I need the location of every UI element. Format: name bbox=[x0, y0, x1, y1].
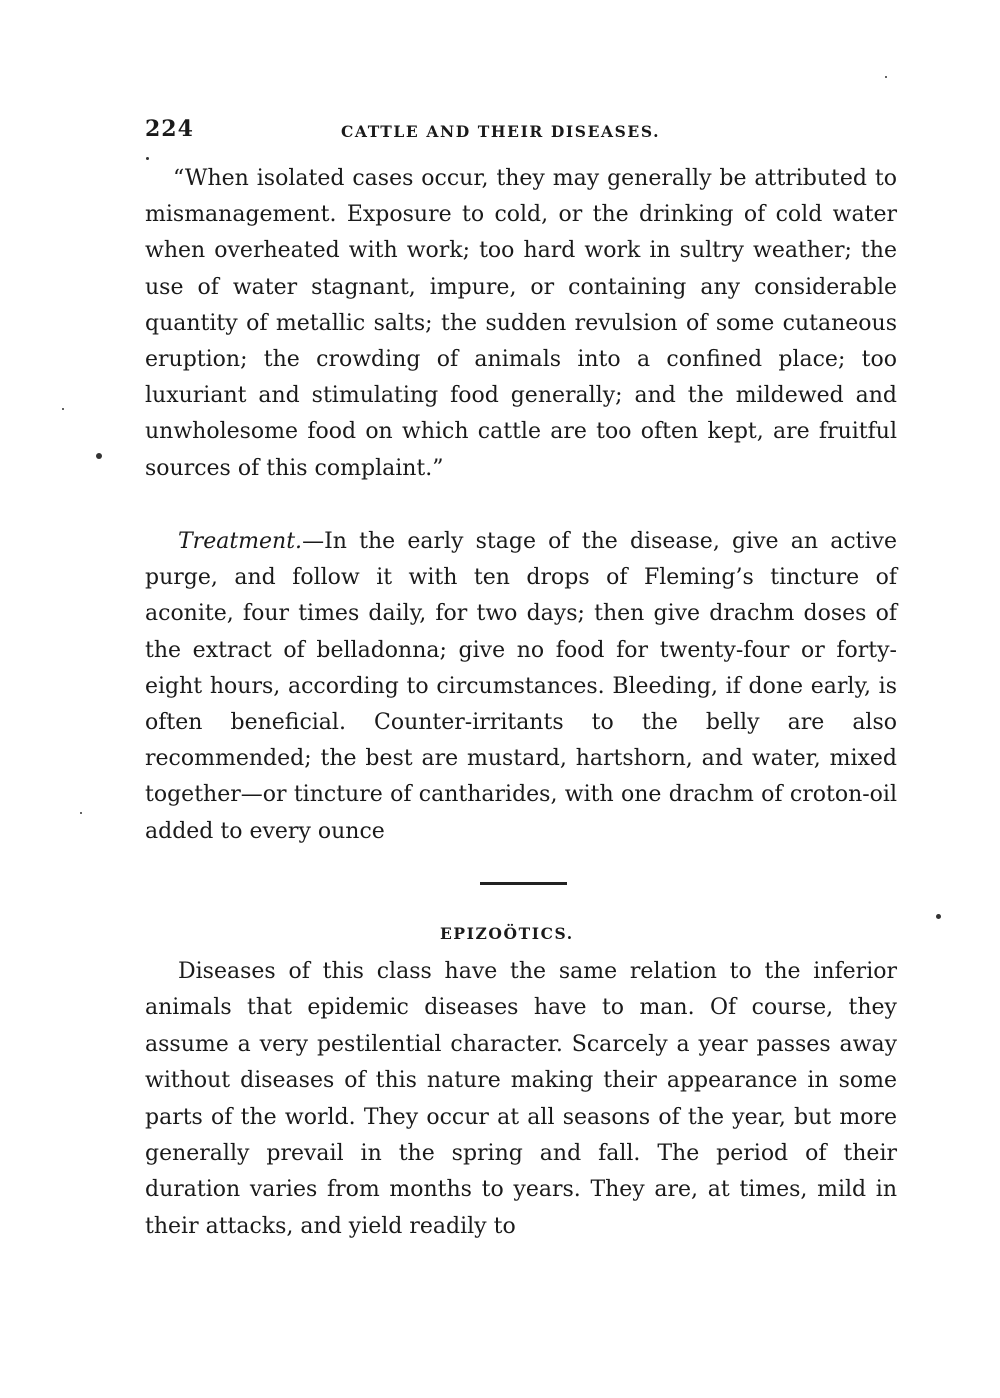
section-heading: EPIZOÖTICS. bbox=[440, 924, 574, 943]
running-head bbox=[145, 112, 895, 152]
treatment-lead: Treatment. bbox=[178, 529, 303, 554]
paragraph-quote: “When isolated cases occur, they may generally be attributed to mismanagement. Exposure to cold, or the drinking of cold water when overheated with work; too hard work in sultry weather; the use of water stagnant, impure, or containing any considerable quantity of metallic salts; the sudden revulsion of some cutaneous eruption; the crowding of animals into a confined place; too luxuriant and stimulating food generally; and the mildewed and unwholesome food on which cattle are too often kept, are fruitful sources of this complaint.” bbox=[145, 166, 897, 481]
scan-speck bbox=[80, 812, 82, 814]
paragraph-treatment bbox=[145, 524, 897, 850]
scan-speck bbox=[936, 914, 941, 919]
scan-speck bbox=[146, 157, 149, 160]
treatment-text: —In the early stage of the disease, give an active purge, and follow it with ten drops of Fleming’s tincture of aconite, four times daily, for two days; then give drachm doses of the extract of belladonna; give no food for twenty-four or forty-eight hours, according to circumstances. Bleeding, if done early, is often beneficial. Counter-irritants to the belly are also recommended; the best are mustard, hartshorn, and water, mixed together—or tincture of cantharides, with one drachm of croton-oil added to every ounce bbox=[145, 529, 897, 844]
section-divider bbox=[480, 882, 567, 885]
paragraph-epizootics: Diseases of this class have the same relation to the inferior animals that epidemic diseases have to man. Of course, they assume a very pestilential character. Scarcely a year passes away without diseases of this nature making their appearance in some parts of the world. They occur at all seasons of the year, but more generally prevail in the spring and fall. The period of their duration varies from months to years. They are, at times, mild in their attacks, and yield readily to bbox=[145, 959, 897, 1239]
scan-speck bbox=[62, 408, 64, 410]
running-title: CATTLE AND THEIR DISEASES. bbox=[341, 122, 661, 141]
scan-speck bbox=[885, 76, 887, 78]
page-number: 224 bbox=[145, 116, 194, 142]
scan-speck bbox=[96, 453, 102, 459]
